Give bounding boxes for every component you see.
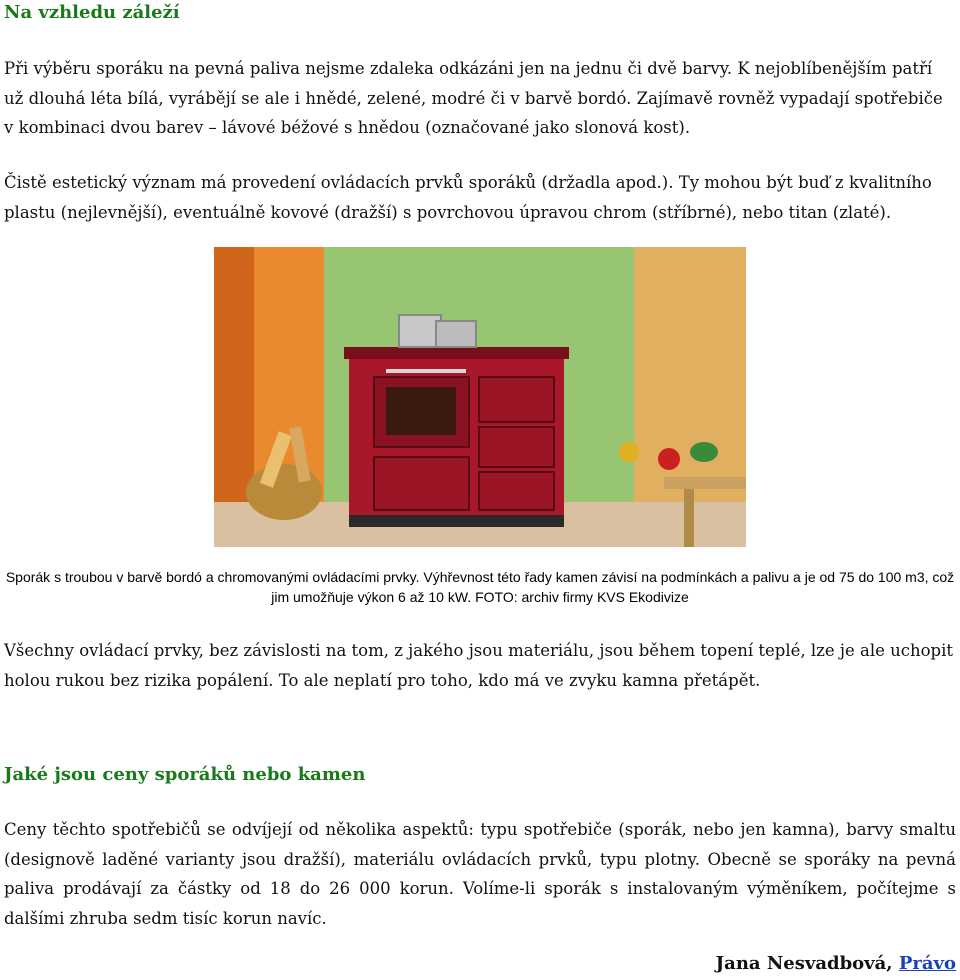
paragraph-handles-heat: Všechny ovládací prvky, bez závislosti na tom, z jakého jsou materiálu, jsou během topení teplé, lze je ale uchopit holou rukou bez rizika popálení. To ale neplatí pro toho, kdo má ve zvyku kamna přetápět. xyxy=(4,641,954,690)
author-name: Jana Nesvadbová, xyxy=(715,953,899,974)
paragraph-colors: Při výběru sporáku na pevná paliva nejsme zdaleka odkázáni jen na jednu či dvě barvy. K nejoblíbenějším patří už dlouhá léta bílá, vyrábějí se ale i hnědé, zelené, modré či v barvě bordó. Zajímavě rovněž vypadají spotřebiče v kombinaci dvou barev – lávové béžové s hnědou (označované jako slonová kost). xyxy=(4,59,943,137)
stove-photo xyxy=(214,247,746,547)
byline xyxy=(716,953,956,974)
paragraph-controls: Čistě estetický význam má provedení ovládacích prvků sporáků (držadla apod.). Ty mohou být buď z kvalitního plastu (nejlevnější), eventuálně kovové (dražší) s povrchovou úpravou chrom (stříbrné), nebo titan (zlaté). xyxy=(4,173,932,222)
paragraph-prices: Ceny těchto spotřebičů se odvíjejí od několika aspektů: typu spotřebiče (sporák, nebo jen kamna), barvy smaltu (designově laděné varianty jsou dražší), materiálu ovládacích prvků, typu plotny. Obecně se sporáky na pevná paliva prodávají za částky od 18 do 26 000 korun. Volíme-li sporák s instalovaným výměníkem, počítejme s dalšími zhruba sedm tisíc korun navíc. xyxy=(4,820,956,928)
section-heading-prices: Jaké jsou ceny sporáků nebo kamen xyxy=(4,764,366,785)
section-heading-appearance: Na vzhledu záleží xyxy=(4,2,180,23)
source-link[interactable]: Právo xyxy=(898,953,956,974)
photo-caption: Sporák s troubou v barvě bordó a chromovanými ovládacími prvky. Výhřevnost této řady kamen závisí na podmínkách a palivu a je od 75 do 100 m3, což jim umožňuje výkon 6 až 10 kW. FOTO: archiv firmy KVS Ekodivize xyxy=(5,569,955,605)
